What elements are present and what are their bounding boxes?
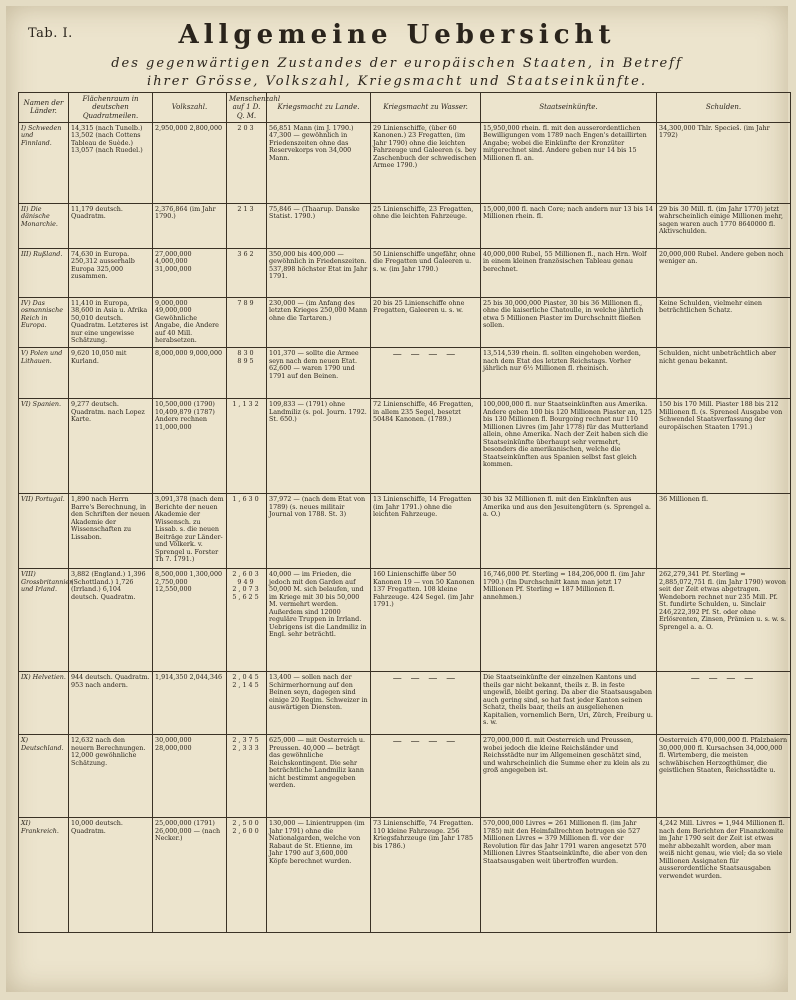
area-cell: 9,277 deutsch. Quadratm. nach Lopez Karte. <box>69 399 153 494</box>
header-naval-forces: Kriegsmacht zu Wasser. <box>371 93 481 123</box>
area-cell: 74,630 in Europa. 250,312 ausserhalb Europa 325,000 zusammen. <box>69 248 153 297</box>
density-cell: 213 <box>227 203 267 248</box>
debts-cell: 29 bis 30 Mill. fl. (im Jahr 1770) jetzt wahrscheinlich einige Millionen mehr, sagen waren auch 1770 8640000 fl. Aktivschulden. <box>657 203 791 248</box>
country-name: III) Rußland. <box>19 248 69 297</box>
table-row <box>19 297 791 347</box>
density-cell: 203 <box>227 122 267 203</box>
land-forces-cell: 56,851 Mann (im J. 1790.) 47,300 — gewöhnlich in Friedenszeiten ohne das Reservekorps von 34,000 Mann. <box>267 122 371 203</box>
land-forces-cell: 37,972 — (nach dem Etat von 1789) (s. neues militair Journal von 1788. St. 3) <box>267 494 371 569</box>
table-row <box>19 494 791 569</box>
debts-cell: Oesterreich 470,000,000 fl. Pfalzbaiern 30,000,000 fl. Kursachsen 34,000,000 fl. Wirtemberg, die meisten schwäbischen Herzogthümer, die geistlichen Staaten, Reichsstädte u. <box>657 735 791 818</box>
revenue-cell: 30 bis 32 Millionen fl. mit den Einkünften aus Amerika und aus den Jesuitengütern (s. Sprengel a. a. O.) <box>481 494 657 569</box>
density-cell: 830 895 <box>227 348 267 399</box>
area-cell: 1,890 nach Herrn Barre's Berechnung, in den Schriften der neuen Akademie der Wissenschaften zu Lissabon. <box>69 494 153 569</box>
header-population: Volkszahl. <box>153 93 227 123</box>
population-cell: 10,500,000 (1790) 10,409,879 (1787) Andere rechnen 11,000,000 <box>153 399 227 494</box>
country-name: IV) Das osmannische Reich in Europa. <box>19 297 69 347</box>
naval-forces-cell: 160 Linienschiffe über 50 Kanonen 19 — von 50 Kanonen 137 Fregatten. 108 kleine Fahrzeuge. 424 Segel. (im Jahr 1791.) <box>371 569 481 672</box>
debts-cell: Keine Schulden, vielmehr einen beträchtlichen Schatz. <box>657 297 791 347</box>
naval-forces-cell: 25 Linienschiffe, 23 Fregatten, ohne die leichten Fahrzeuge. <box>371 203 481 248</box>
area-cell: 12,632 nach den neuern Berechnungen. 12,000 gewöhnliche Schätzung. <box>69 735 153 818</box>
subtitle-line-1: des gegenwärtigen Zustandes der europäischen Staaten, in Betreff <box>111 56 683 71</box>
revenue-cell: 13,514,539 rhein. fl. sollten eingehoben werden, nach dem Etat des letzten Reichstags. Vorher jährlich nur 6½ Millionen fl. rheinisch. <box>481 348 657 399</box>
density-cell: 2,603 949 2,073 5,625 <box>227 569 267 672</box>
density-cell: 2,375 2,333 <box>227 735 267 818</box>
naval-forces-cell: 50 Linienschiffe ungefähr, ohne die Fregatten und Galeeren u. s. w. (im Jahr 1790.) <box>371 248 481 297</box>
area-cell: 11,179 deutsch. Quadratm. <box>69 203 153 248</box>
naval-forces-cell: 72 Linienschiffe, 46 Fregatten, in allem 235 Segel, besetzt 50484 Kanonen. (1789.) <box>371 399 481 494</box>
table-row <box>19 569 791 672</box>
land-forces-cell: 130,000 — Linientruppen (im Jahr 1791) ohne die Nationalgarden, welche von Rabaut de St. Etienne, im Jahr 1790 auf 3,600,000 Köpfe berechnet wurden. <box>267 818 371 933</box>
table-row <box>19 399 791 494</box>
area-cell: 944 deutsch. Quadratm. 953 nach andern. <box>69 672 153 735</box>
naval-forces-cell: 29 Linienschiffe, (über 60 Kanonen.) 23 Fregatten, (im Jahr 1790) ohne die leichten Fahrzeuge und Galeeren (s. bey Zaschenbuch der schwedischen Armee 1790.) <box>371 122 481 203</box>
area-cell: 9,620 10,050 mit Kurland. <box>69 348 153 399</box>
overview-table <box>18 92 791 933</box>
header-land-forces: Kriegsmacht zu Lande. <box>267 93 371 123</box>
land-forces-cell: 230,000 — (im Anfang des letzten Krieges 250,000 Mann ohne die Tartaren.) <box>267 297 371 347</box>
naval-forces-cell: — — — — <box>371 348 481 399</box>
population-cell: 25,000,000 (1791) 26,000,000 — (nach Necker.) <box>153 818 227 933</box>
debts-cell: 20,000,000 Rubel. Andere geben noch weniger an. <box>657 248 791 297</box>
area-cell: 11,410 in Europa, 38,600 in Asia u. Afrika 50,010 deutsch. Quadratm. Letzteres ist nur eine ungewisse Schätzung. <box>69 297 153 347</box>
header-revenue: Staatseinkünfte. <box>481 93 657 123</box>
naval-forces-cell: 13 Linienschiffe, 14 Fregatten (im Jahr 1791.) ohne die leichten Fahrzeuge. <box>371 494 481 569</box>
population-cell: 30,000,000 28,000,000 <box>153 735 227 818</box>
table-number: Tab. I. <box>28 26 73 41</box>
debts-cell: 150 bis 170 Mill. Piaster 188 bis 212 Millionen fl. (s. Spreneel Ausgabe von Schwendel Staatsverfassung der europäischen Staaten 1791.) <box>657 399 791 494</box>
revenue-cell: 270,000,000 fl. mit Oesterreich und Preussen, wobei jedoch die kleine Reichsländer und Reichsstädte nur im Allgemeinen geschätzt sind, und wahrscheinlich die Summe eher zu klein als zu groß angegeben ist. <box>481 735 657 818</box>
country-name: IX) Helvetien. <box>19 672 69 735</box>
density-cell: 2,500 2,600 <box>227 818 267 933</box>
land-forces-cell: 109,833 — (1791) ohne Landmiliz (s. pol. Journ. 1792. St. 650.) <box>267 399 371 494</box>
land-forces-cell: 13,400 — sollen nach der Schirmerhornung auf den Beinen seyn, dagegen sind einige 20 Regim. Schweizer in auswärtigen Diensten. <box>267 672 371 735</box>
revenue-cell: 25 bis 30,000,000 Piaster, 30 bis 36 Millionen fl., ohne die kaiserliche Chatoulle, in welche jährlich etwa 5 Millionen Piaster im Durchschnitt fließen sollen. <box>481 297 657 347</box>
country-name: VIII) Grossbritannien und Irland. <box>19 569 69 672</box>
country-name: II) Die dänische Monarchie. <box>19 203 69 248</box>
density-cell: 362 <box>227 248 267 297</box>
revenue-cell: 16,746,000 Pf. Sterling = 184,206,000 fl. (im Jahr 1790.) (Im Durchschnitt kann man jetzt 17 Millionen Pf. Sterling = 187 Millionen fl. annehmen.) <box>481 569 657 672</box>
header-area: Flächenraum in deutschen Quadratmeilen. <box>69 93 153 123</box>
land-forces-cell: 101,370 — sollte die Armee seyn nach dem neuen Etat. 62,600 — waren 1790 und 1791 auf den Beinen. <box>267 348 371 399</box>
revenue-cell: 100,000,000 fl. nur Staatseinkünften aus Amerika. Andere geben 100 bis 120 Millionen Piaster an, 125 bis 130 Millionen fl. Bourgoing rechnet nur 110 Millionen Livres (im Jahr 1778) für das Mutterland allein, ohne Amerika. Nach der Zeit haben sich die Staatseinkünfte überhaupt sehr vermehrt, besonders die amerikanischen, welche die Staatseinkünften aus Spanien selbst fast gleich kommen. <box>481 399 657 494</box>
country-name: X) Deutschland. <box>19 735 69 818</box>
land-forces-cell: 75,846 — (Thaarup. Danske Statist. 1790.) <box>267 203 371 248</box>
population-cell: 9,000,000 49,000,000 Gewöhnliche Angabe, die Andere auf 40 Mill. herabsetzen. <box>153 297 227 347</box>
revenue-cell: 15,000,000 fl. nach Core; nach andern nur 13 bis 14 Millionen rhein. fl. <box>481 203 657 248</box>
header-row <box>19 93 791 123</box>
population-cell: 3,091,378 (nach dem Berichte der neuen Akademie der Wissensch. zu Lissab. s. die neuen Beiträge zur Länder- und Völkerk. v. Sprengel u. Forster Th 7. 1791.) <box>153 494 227 569</box>
population-cell: 8,000,000 9,000,000 <box>153 348 227 399</box>
document-sheet <box>6 6 788 992</box>
subtitle-line-2: ihrer Grösse, Volkszahl, Kriegsmacht und Staatseinkünfte. <box>147 74 647 89</box>
density-cell: 1,630 <box>227 494 267 569</box>
population-cell: 8,500,000 1,300,000 2,750,000 12,550,000 <box>153 569 227 672</box>
header-density: Menschenzahl auf 1 D. Q. M. <box>227 93 267 123</box>
naval-forces-cell: 73 Linienschiffe, 74 Fregatten. 110 kleine Fahrzeuge. 256 Kriegsfahrzeuge (im Jahr 1785 bis 1786.) <box>371 818 481 933</box>
revenue-cell: 15,950,000 rhein. fl. mit den ausserordentlichen Bewilligungen vom 1789 nach Engen's detaillirten Angabe; wobei die Einkünfte der Kronzüter mitgerechnet sind. Andere geben nur 14 bis 15 Millionen fl. an. <box>481 122 657 203</box>
land-forces-cell: 40,000 — im Frieden, die jedoch mit den Garden auf 50,000 M. sich belaufen, und im Kriege mit 30 bis 50,000 M. vermehrt werden. Außerdem sind 12000 reguläre Truppen in Irrland. Uebrigens ist die Landmiliz in Engl. sehr beträchtl. <box>267 569 371 672</box>
revenue-cell: Die Staatseinkünfte der einzelnen Kantons und theils gar nicht bekannt, theils z. B. in feste ungewiß, bleibt gering. Da aber die Staatsausgaben auch gering sind, so hat fast jeder Kanton seinen Schatz, theils baar, theils an ausgeliehenen Kapitalien, vornemlich Bern, Uri, Zürch, Freiburg u. s. w. <box>481 672 657 735</box>
revenue-cell: 40,000,000 Rubel, 55 Millionen fl., nach Hrn. Wolf in einem kleinen französischen Tableau genau berechnet. <box>481 248 657 297</box>
country-name: VI) Spanien. <box>19 399 69 494</box>
table-row <box>19 122 791 203</box>
page-title: Allgemeine Uebersicht <box>178 20 616 50</box>
debts-cell: 36 Millionen fl. <box>657 494 791 569</box>
country-name: VII) Portugal. <box>19 494 69 569</box>
naval-forces-cell: — — — — <box>371 735 481 818</box>
debts-cell: — — — — <box>657 672 791 735</box>
area-cell: 10,000 deutsch. Quadratm. <box>69 818 153 933</box>
table-row <box>19 735 791 818</box>
density-cell: 1,132 <box>227 399 267 494</box>
land-forces-cell: 350,000 bis 400,000 — gewöhnlich in Friedenszeiten. 537,898 höchster Etat im Jahr 1791. <box>267 248 371 297</box>
density-cell: 789 <box>227 297 267 347</box>
area-cell: 14,315 (nach Tunelb.) 13,502 (nach Cottens Tableau de Suède.) 13,057 (nach Ruedel.) <box>69 122 153 203</box>
country-name: I) Schweden und Finnland. <box>19 122 69 203</box>
header-name: Namen der Länder. <box>19 93 69 123</box>
land-forces-cell: 625,000 — mit Oesterreich u. Preussen. 40,000 — beträgt das gewöhnliche Reichskontingent. Die sehr beträchtliche Landmiliz kann nicht bestimmt angegeben werden. <box>267 735 371 818</box>
table-row <box>19 248 791 297</box>
area-cell: 3,882 (England.) 1,396 (Schottland.) 1,726 (Irrland.) 6,104 deutsch. Quadratm. <box>69 569 153 672</box>
header-debts: Schulden. <box>657 93 791 123</box>
population-cell: 1,914,350 2,044,346 <box>153 672 227 735</box>
table-row <box>19 818 791 933</box>
naval-forces-cell: 20 bis 25 Linienschiffe ohne Fregatten, Galeeren u. s. w. <box>371 297 481 347</box>
country-name: XI) Frankreich. <box>19 818 69 933</box>
debts-cell: 262,279,341 Pf. Sterling = 2,885,072,751 fl. (im Jahr 1790) wovon seit der Zeit etwas abgetragen. Wendeborn rechnet nur 235 Mill. Pf. St. fundirte Schulden, u. Sinclair 246,222,392 Pf. St. oder ohne Erlösrenten, Zinsen, Prämien u. s. w. s. Sprengel a. a. O. <box>657 569 791 672</box>
debts-cell: Schulden, nicht unbeträchtlich aber nicht genau bekannt. <box>657 348 791 399</box>
population-cell: 2,376,864 (im Jahr 1790.) <box>153 203 227 248</box>
table-row <box>19 348 791 399</box>
table-row <box>19 203 791 248</box>
density-cell: 2,045 2,145 <box>227 672 267 735</box>
debts-cell: 4,242 Mill. Livres = 1,944 Millionen fl. nach dem Berichten der Finanzkomite im Jahr 1790 seit der Zeit ist etwas mehr abbezahlt worden, aber man weiß nicht genau, wie viel; da so viele Millionen Assignaten für ausserordentliche Staatsausgaben verwendet wurden. <box>657 818 791 933</box>
naval-forces-cell: — — — — <box>371 672 481 735</box>
revenue-cell: 570,000,000 Livres = 261 Millionen fl. (im Jahr 1785) mit den Heimfallrechten betrugen sie 527 Millionen Livres = 379 Millionen fl. vor der Revolution für das Jahr 1791 waren angesetzt 570 Millionen Livres Staatseinkünfte, die aber von den Staatsausgaben weit übertroffen wurden. <box>481 818 657 933</box>
table-row <box>19 672 791 735</box>
debts-cell: 34,300,000 Thlr. Specieš. (im Jahr 1792) <box>657 122 791 203</box>
country-name: V) Polen und Lithauen. <box>19 348 69 399</box>
population-cell: 2,950,000 2,800,000 <box>153 122 227 203</box>
population-cell: 27,000,000 4,000,000 31,000,000 <box>153 248 227 297</box>
